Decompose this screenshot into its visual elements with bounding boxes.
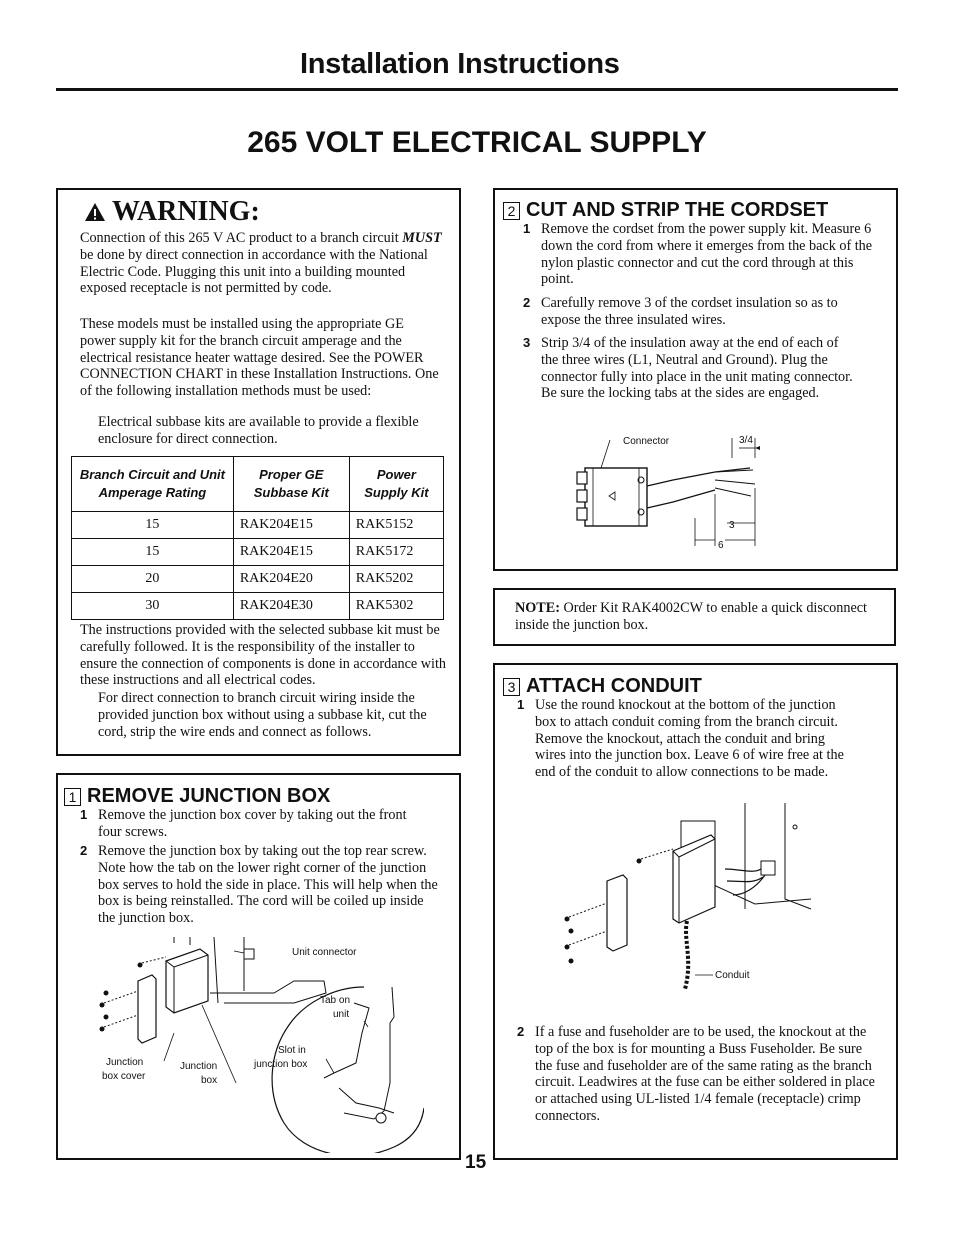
junction-box-label-1: Junction	[180, 1061, 218, 1072]
tab-on-label: Tab on	[320, 995, 351, 1006]
warning-paragraph-2: These models must be installed using the appropriate GE power supply kit for the branch circuit amperage and the electrical resistance heater wattage desired. See the POWER CONNECTION CHART in these Installation Instructions. One of the following installation methods must be used:	[80, 316, 439, 400]
remove-jb-step-2	[80, 843, 443, 927]
attach-conduit-step-2	[517, 1024, 880, 1125]
page-number: 15	[465, 1152, 487, 1173]
note-box	[493, 588, 896, 646]
three-inch-label: 3	[729, 520, 735, 531]
junction-box-cover-label-2: box cover	[102, 1071, 146, 1082]
table-cell: 30	[72, 593, 234, 620]
cut-strip-title: CUT AND STRIP THE CORDSET	[526, 199, 829, 221]
junction-box-diagram	[94, 933, 424, 1153]
step-text: Remove the junction box by taking out the top rear screw. Note how the tab on the lower right corner of the junction box serves to hold the side in place. This will help when the box is being reinstalled. The cord will be coiled up inside the junction box.	[98, 843, 438, 927]
warning-must: MUST	[402, 230, 442, 246]
table-cell: RAK204E30	[233, 593, 349, 620]
warning-p1-a: Connection of this 265 V AC product to a branch circuit	[80, 230, 399, 246]
remove-jb-title: REMOVE JUNCTION BOX	[87, 785, 331, 807]
step-text: Remove the cordset from the power supply kit. Measure 6 down the cord from where it emerges from the back of the nylon plastic connector and cut the cord through at this point.	[541, 221, 873, 288]
table-cell: RAK204E20	[233, 566, 349, 593]
step-text: If a fuse and fuseholder are to be used, the knockout at the top of the box is for mounting a Buss Fuseholder. Be sure the fuse and fuseholder are of the same rating as the branch circuit. Leadwires at the fuse can be either soldered in place or attached using UL-listed 1/4 female (receptacle) crimp connectors.	[535, 1024, 875, 1124]
chart-header-amperage: Branch Circuit and Unit Amperage Rating	[72, 457, 234, 512]
table-cell: RAK204E15	[233, 539, 349, 566]
chart-header-subbase: Proper GE Subbase Kit	[233, 457, 349, 512]
step-number: 1	[517, 697, 525, 712]
attach-conduit-title: ATTACH CONDUIT	[526, 675, 702, 697]
conduit-label: Conduit	[715, 970, 750, 981]
section-number: 1	[64, 788, 81, 806]
table-row	[72, 539, 444, 566]
cut-strip-step-3	[523, 335, 853, 402]
remove-jb-step-1	[80, 807, 428, 841]
header-rule	[56, 88, 898, 91]
section-number: 3	[503, 678, 520, 696]
attach-conduit-section	[493, 663, 898, 1160]
slot-in-label: Slot in	[278, 1045, 306, 1056]
conduit-diagram	[555, 799, 815, 1009]
step-number: 2	[517, 1024, 525, 1039]
section-number: 2	[503, 202, 520, 220]
connector-label: Connector	[623, 436, 670, 447]
six-inch-label: 6	[718, 540, 724, 551]
remove-junction-box-section	[56, 773, 461, 1160]
table-row	[72, 593, 444, 620]
slot-junction-box-label: junction box	[254, 1059, 308, 1070]
three-quarter-label: 3/4	[739, 435, 753, 446]
step-number: 2	[523, 295, 531, 310]
main-title: 265 VOLT ELECTRICAL SUPPLY	[247, 126, 707, 159]
page-header-title: Installation Instructions	[300, 48, 620, 80]
table-cell: RAK5152	[349, 512, 443, 539]
warning-heading	[84, 196, 260, 228]
table-cell: RAK5202	[349, 566, 443, 593]
cut-strip-step-2	[523, 295, 841, 329]
warning-box	[56, 188, 461, 756]
table-cell: RAK5302	[349, 593, 443, 620]
table-cell: 20	[72, 566, 234, 593]
table-cell: RAK5172	[349, 539, 443, 566]
cut-strip-step-1	[523, 221, 887, 288]
table-row	[72, 512, 444, 539]
warning-paragraph-1	[80, 230, 450, 297]
table-row	[72, 566, 444, 593]
warning-title: WARNING:	[112, 196, 260, 227]
attach-conduit-heading	[503, 675, 702, 698]
cut-strip-section	[493, 188, 898, 571]
table-cell: 15	[72, 539, 234, 566]
junction-box-cover-label-1: Junction	[106, 1057, 144, 1068]
cut-strip-heading	[503, 199, 828, 222]
chart-header-row	[72, 457, 444, 512]
step-number: 1	[80, 807, 88, 822]
junction-box-label-2: box	[201, 1075, 218, 1086]
remove-jb-heading	[64, 785, 330, 808]
warning-p1-b: be done by direct connection in accordance with the National Electric Code. Plugging this unit into a building mounted exposed receptacle is not permitted by code.	[80, 246, 428, 297]
power-connection-chart	[71, 456, 444, 620]
note-body: Order Kit RAK4002CW to enable a quick disconnect inside the junction box.	[515, 600, 867, 633]
step-text: Use the round knockout at the bottom of the junction box to attach conduit coming from the branch circuit. Remove the knockout, attach the conduit and bring wires into the junction box. Leave 6 of wire free at the end of the conduit to allow connections to be made.	[535, 697, 844, 781]
warning-paragraph-4: The instructions provided with the selected subbase kit must be carefully followed. It is the responsibility of the installer to ensure the connection of components is done in accordance with these instructions and all electrical codes.	[80, 622, 446, 689]
tab-unit-label: unit	[333, 1009, 350, 1020]
unit-connector-label: Unit connector	[292, 947, 357, 958]
chart-header-power-supply: Power Supply Kit	[349, 457, 443, 512]
step-number: 1	[523, 221, 531, 236]
step-number: 2	[80, 843, 88, 858]
step-number: 3	[523, 335, 531, 350]
attach-conduit-step-1	[517, 697, 855, 781]
warning-paragraph-5: For direct connection to branch circuit wiring inside the provided junction box without using a subbase kit, cut the cord, strip the wire ends and connect as follows.	[98, 690, 427, 740]
warning-triangle-icon	[84, 202, 106, 222]
note-text	[515, 600, 885, 634]
table-cell: RAK204E15	[233, 512, 349, 539]
warning-paragraph-3: Electrical subbase kits are available to provide a flexible enclosure for direct connection.	[98, 414, 419, 447]
table-cell: 15	[72, 512, 234, 539]
step-text: Carefully remove 3 of the cordset insulation so as to expose the three insulated wires.	[541, 295, 838, 328]
note-label: NOTE:	[515, 600, 560, 616]
step-text: Remove the junction box cover by taking out the front four screws.	[98, 807, 407, 840]
cordset-diagram	[555, 428, 795, 558]
step-text: Strip 3/4 of the insulation away at the end of each of the three wires (L1, Neutral and Ground). Plug the connector fully into place in the unit mating connector. Be sure the locking tabs at the sides are engaged.	[541, 335, 853, 402]
